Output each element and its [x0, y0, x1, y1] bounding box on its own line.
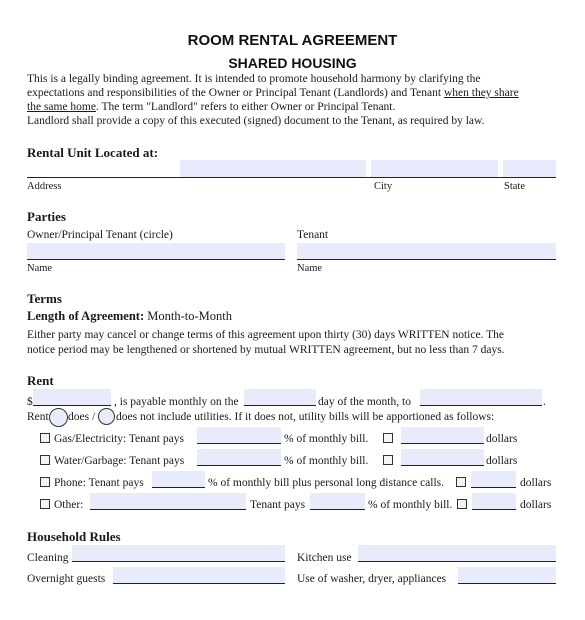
does-not-text: does not include utilities. If it does not, utility bills will be apportioned as follows: [116, 411, 495, 423]
owner-label: Owner/Principal Tenant (circle) [27, 229, 173, 241]
rent-heading: Rent [27, 373, 54, 388]
water-garbage-dollars-field[interactable] [401, 449, 484, 466]
address-field-upper[interactable] [180, 160, 366, 177]
rent-payee-field[interactable] [420, 389, 542, 406]
phone-checkbox[interactable] [40, 477, 50, 487]
gas-electricity-pct-text: % of monthly bill. [284, 433, 369, 445]
tenant-name-label: Name [297, 263, 323, 274]
gas-electricity-dollars-field[interactable] [401, 427, 484, 444]
payable-text: , is payable monthly on the [114, 396, 239, 408]
washer-dryer-label: Use of washer, dryer, appliances [297, 573, 447, 585]
other-dollars-field[interactable] [472, 493, 516, 510]
other-description-field[interactable] [90, 493, 246, 510]
other-dollars-checkbox[interactable] [457, 499, 467, 509]
gas-electricity-dollars-text: dollars [486, 433, 518, 445]
phone-dollars-text: dollars [520, 477, 552, 489]
rent-period: . [543, 396, 546, 408]
water-garbage-checkbox[interactable] [40, 455, 50, 465]
other-pct-text: % of monthly bill. [368, 499, 453, 511]
intro-line-4: Landlord shall provide a copy of this executed (signed) document to the Tenant, as required by law. [27, 115, 485, 127]
parties-heading: Parties [27, 209, 66, 224]
does-include-radio[interactable] [49, 408, 68, 427]
intro-line-3-underlined: the same home [27, 101, 96, 113]
kitchen-use-label: Kitchen use [297, 552, 352, 564]
intro-line-3 [27, 100, 395, 115]
rent-amount-field[interactable] [33, 389, 111, 406]
water-garbage-dollars-text: dollars [486, 455, 518, 467]
gas-electricity-label: Gas/Electricity: Tenant pays [54, 433, 184, 445]
phone-pct-text: % of monthly bill plus personal long distance calls. [208, 477, 445, 489]
tenant-name-field[interactable] [297, 243, 556, 260]
cleaning-field[interactable] [72, 545, 285, 562]
phone-dollars-field[interactable] [471, 471, 516, 488]
terms-heading: Terms [27, 291, 62, 306]
other-dollars-text: dollars [520, 499, 552, 511]
city-label: City [374, 181, 393, 192]
other-label: Other: [54, 499, 84, 511]
length-value: Month-to-Month [147, 309, 232, 323]
gas-electricity-checkbox[interactable] [40, 433, 50, 443]
does-text: does / [68, 411, 96, 423]
washer-dryer-field[interactable] [458, 567, 556, 584]
kitchen-use-field[interactable] [358, 545, 556, 562]
rent-day-field[interactable] [244, 389, 316, 406]
other-percent-field[interactable] [310, 493, 365, 510]
phone-dollars-checkbox[interactable] [456, 477, 466, 487]
does-not-include-radio[interactable] [98, 408, 115, 425]
state-label: State [504, 181, 525, 192]
water-garbage-pct-text: % of monthly bill. [284, 455, 369, 467]
water-garbage-label: Water/Garbage: Tenant pays [54, 455, 185, 467]
tenant-label: Tenant [297, 229, 329, 241]
overnight-guests-label: Overnight guests [27, 573, 106, 585]
intro-line-3-text: . The term "Landlord" refers to either Owner or Principal Tenant. [95, 101, 396, 113]
owner-name-field[interactable] [27, 243, 285, 260]
rental-unit-line [27, 177, 556, 178]
rent-word: Rent [27, 411, 49, 423]
other-tenant-pays-text: Tenant pays [250, 499, 306, 511]
gas-electricity-percent-field[interactable] [197, 427, 281, 444]
cleaning-label: Cleaning [27, 552, 69, 564]
day-text: day of the month, to [318, 396, 411, 408]
intro-line-2-text: expectations and responsibilities of the Owner or Principal Tenant (Landlords) and Tenant [27, 87, 444, 99]
intro-line-2 [27, 86, 519, 101]
notice-line-2: notice period may be lengthened or shortened by mutual WRITTEN agreement, but no less than 7 days. [27, 344, 505, 356]
document-subtitle: SHARED HOUSING [228, 55, 357, 71]
notice-line-1: Either party may cancel or change terms of this agreement upon thirty (30) days WRITTEN notice. The [27, 329, 504, 341]
rental-unit-heading: Rental Unit Located at: [27, 145, 159, 160]
address-label: Address [27, 181, 62, 192]
intro-line-1: This is a legally binding agreement. It is intended to promote household harmony by clarifying the [27, 73, 481, 85]
state-field-upper[interactable] [503, 160, 556, 177]
dollar-sign: $ [27, 396, 33, 408]
length-of-agreement [27, 309, 232, 324]
document-title: ROOM RENTAL AGREEMENT [187, 32, 398, 49]
city-field-upper[interactable] [371, 160, 498, 177]
owner-name-label: Name [27, 263, 53, 274]
water-garbage-percent-field[interactable] [197, 449, 281, 466]
length-label: Length of Agreement: [27, 309, 145, 323]
overnight-guests-field[interactable] [113, 567, 285, 584]
water-garbage-dollars-checkbox[interactable] [383, 455, 393, 465]
household-rules-heading: Household Rules [27, 529, 121, 544]
intro-line-2-underlined: when they share [443, 87, 519, 99]
phone-percent-field[interactable] [152, 471, 205, 488]
phone-label: Phone: Tenant pays [54, 477, 144, 489]
other-checkbox[interactable] [40, 499, 50, 509]
gas-electricity-dollars-checkbox[interactable] [383, 433, 393, 443]
